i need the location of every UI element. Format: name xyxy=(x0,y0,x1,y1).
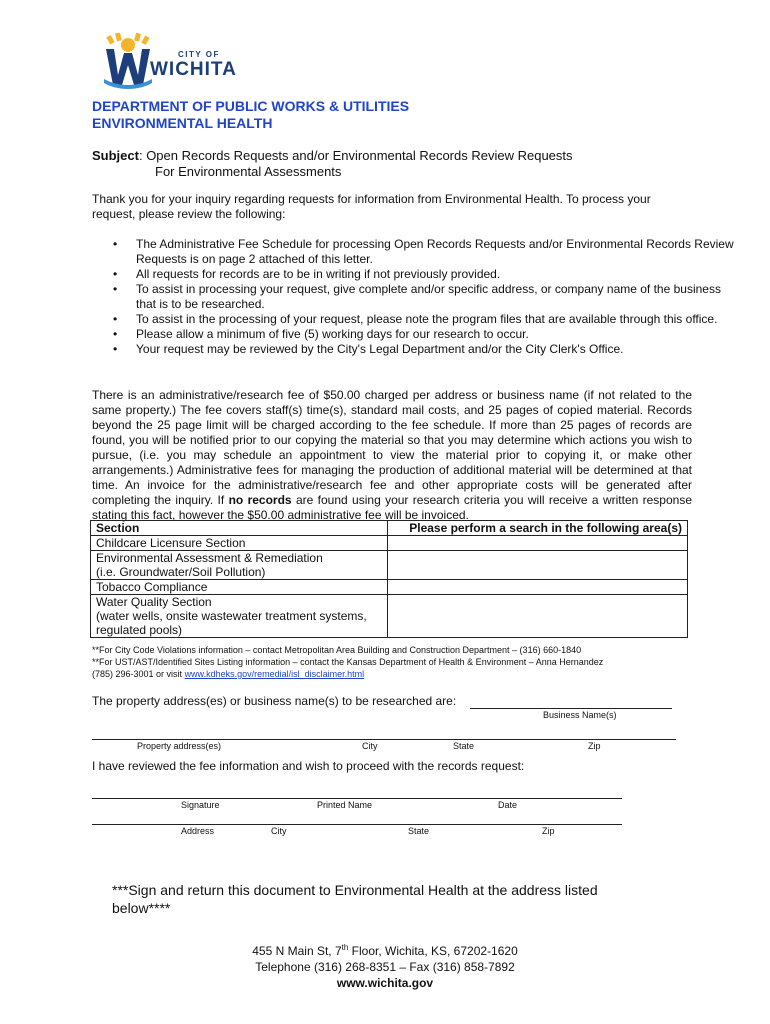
section-cell xyxy=(91,580,388,595)
business-name-line[interactable] xyxy=(470,708,672,709)
subject-line-1: : Open Records Requests and/or Environmental Records Review Requests xyxy=(138,148,573,163)
list-item: • Your request may be reviewed by the City's Legal Department and/or the City Clerk's Office. xyxy=(136,342,736,357)
footer-phone: Telephone (316) 268-8351 – Fax (316) 858-7892 xyxy=(255,960,515,974)
fee-text-bold: no records xyxy=(228,493,292,507)
note-contact-text: (785) 296-3001 or visit xyxy=(92,669,185,679)
business-name-label: Business Name(s) xyxy=(543,710,617,720)
list-item: • To assist in processing your request, give complete and/or specific address, or company name of the business that is to be researched. xyxy=(136,282,736,312)
section-detail: (i.e. Groundwater/Soil Pollution) xyxy=(96,565,266,579)
search-cell[interactable] xyxy=(388,536,688,551)
list-item: • To assist in the processing of your request, please note the program files that are available through this office. xyxy=(136,312,736,327)
table-row xyxy=(91,595,688,638)
fee-text-part-1: There is an administrative/research fee of $50.00 charged per address or business name (if not related to the same property.) The fee covers staff(s) time(s), standard mail costs, and 25 pages of copied material. Records beyond the 25 page limit will be charged according to the fee schedule. If more than 25 pages of records are found, you will be notified prior to our copying the material so that you may determine which actions you wish to pursue, (i.e. you may schedule an appointment to view the material prior to copying it, or make other arrangements.) Administrative fees for managing the production of additional material will be determined at that time. An invoice for the administrative/research fee and other appropriate costs will be generated after completing the inquiry. If xyxy=(92,388,692,507)
footer-address-sup: th xyxy=(341,943,349,952)
dept-line-2: ENVIRONMENTAL HEALTH xyxy=(92,115,273,131)
signature-line[interactable] xyxy=(92,798,622,799)
section-column-header: Section xyxy=(91,521,388,536)
table-row xyxy=(91,551,688,580)
contact-notes xyxy=(92,644,692,680)
logo-wichita-text: WICHITA xyxy=(150,59,237,80)
footer xyxy=(0,940,770,991)
w-mark-icon xyxy=(106,49,150,85)
city-label: City xyxy=(271,826,287,836)
property-address-line[interactable] xyxy=(92,739,676,740)
section-cell xyxy=(91,551,388,580)
kdheks-link[interactable]: www.kdheks.gov/remedial/isl_disclaimer.html xyxy=(184,669,365,679)
search-column-header: Please perform a search in the following area(s) xyxy=(388,521,688,536)
section-name: Childcare Licensure Section xyxy=(96,536,246,550)
list-item: • All requests for records are to be in writing if not previously provided. xyxy=(136,267,736,282)
note-contact xyxy=(92,668,692,680)
footer-address-text: 455 N Main St, 7 xyxy=(252,944,342,958)
list-item: • Please allow a minimum of five (5) working days for our research to occur. xyxy=(136,327,736,342)
state-label: State xyxy=(408,826,430,836)
search-areas-table xyxy=(90,520,688,638)
section-name: Tobacco Compliance xyxy=(96,580,208,594)
fee-paragraph xyxy=(92,388,692,523)
table-row xyxy=(91,580,688,595)
dept-line-1: DEPARTMENT OF PUBLIC WORKS & UTILITIES xyxy=(92,98,410,114)
intro-text: Thank you for your inquiry regarding requests for information from Environmental Health. To process your request, please review the following: xyxy=(92,192,651,221)
department-heading xyxy=(92,98,409,132)
address-label: Address xyxy=(181,826,215,836)
note-city-code: **For City Code Violations information – contact Metropolitan Area Building and Construction Department – (316) 660-1840 xyxy=(92,645,582,655)
search-cell[interactable] xyxy=(388,580,688,595)
table-row xyxy=(91,536,688,551)
subject-block xyxy=(92,148,573,180)
subject-line-2: For Environmental Assessments xyxy=(155,164,342,179)
property-address-label: Property address(es) xyxy=(137,741,222,751)
footer-website[interactable]: www.wichita.gov xyxy=(336,976,434,990)
section-cell xyxy=(91,536,388,551)
section-detail: (water wells, onsite wastewater treatment systems, xyxy=(96,609,367,623)
search-cell[interactable] xyxy=(388,551,688,580)
fee-text-part-2: are found using your research criteria you will receive a written response stating this fact, however the $50.00 administrative fee will be invoiced. xyxy=(92,493,693,522)
note-ust-ast: **For UST/AST/Identified Sites Listing information – contact the Kansas Department of Health & Environment – Anna Hernandez xyxy=(92,657,604,667)
state-label: State xyxy=(453,741,475,751)
zip-label: Zip xyxy=(588,741,601,751)
printed-name-label: Printed Name xyxy=(317,800,373,810)
footer-address-text-2: Floor, Wichita, KS, 67202-1620 xyxy=(348,944,518,958)
signature-label: Signature xyxy=(181,800,220,810)
list-item: • The Administrative Fee Schedule for processing Open Records Requests and/or Environmental Records Review Requests is on page 2 attached of this letter. xyxy=(136,237,736,267)
footer-address xyxy=(0,940,770,959)
table-header-row xyxy=(91,521,688,536)
section-cell xyxy=(91,595,388,638)
section-name: Water Quality Section xyxy=(96,595,212,609)
logo-city-of-text: CITY OF xyxy=(178,50,220,59)
sign-return-instruction: ***Sign and return this document to Environmental Health at the address listed below**** xyxy=(112,882,598,916)
address-line[interactable] xyxy=(92,824,622,825)
date-label: Date xyxy=(498,800,518,810)
city-label: City xyxy=(362,741,378,751)
section-detail: regulated pools) xyxy=(96,623,183,637)
review-statement: I have reviewed the fee information and wish to proceed with the records request: xyxy=(92,759,525,773)
subject-label: Subject xyxy=(92,148,139,163)
section-name: Environmental Assessment & Remediation xyxy=(96,551,323,565)
address-question: The property address(es) or business name(s) to be researched are: xyxy=(92,694,457,708)
zip-label: Zip xyxy=(542,826,555,836)
requirements-list xyxy=(92,237,736,357)
search-cell[interactable] xyxy=(388,595,688,638)
